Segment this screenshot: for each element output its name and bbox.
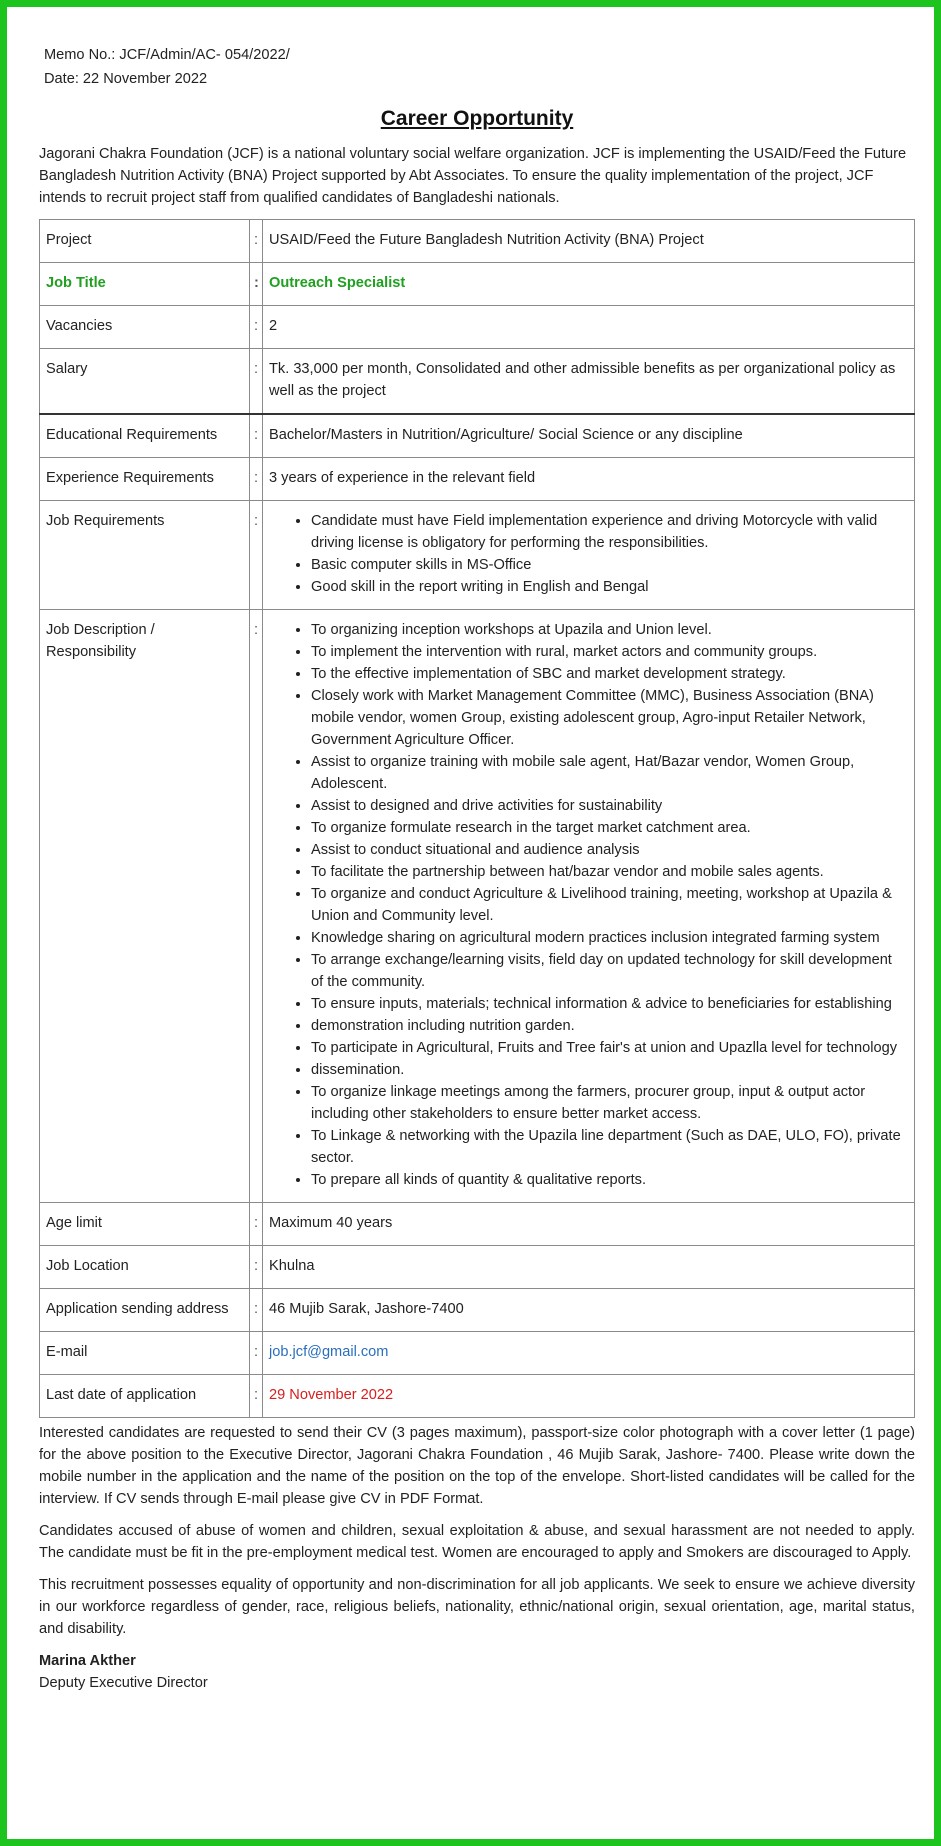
row-separator: : [250,610,263,1203]
row-value: Maximum 40 years [263,1203,915,1246]
row-separator: : [250,414,263,458]
row-value [263,501,915,610]
table-row-experience [40,458,915,501]
row-separator: : [250,501,263,610]
row-value: Khulna [263,1246,915,1289]
row-label: Age limit [40,1203,250,1246]
row-value: Tk. 33,000 per month, Consolidated and other admissible benefits as per organizational policy as well as the project [263,349,915,415]
job-title-value: Outreach Specialist [263,263,915,306]
row-label: Experience Requirements [40,458,250,501]
signatory-name: Marina Akther [39,1653,136,1669]
list-item: • To arrange exchange/learning visits, field day on updated technology for skill development of the community. [311,949,908,993]
table-row-vacancies [40,306,915,349]
row-label: Job Requirements [40,501,250,610]
row-label: E-mail [40,1332,250,1375]
table-row-job-requirements [40,501,915,610]
page-title: Career Opportunity [380,107,574,130]
table-row-job-description [40,610,915,1203]
row-label: Job Description / Responsibility [40,610,250,1203]
row-label: Educational Requirements [40,414,250,458]
row-separator: : [250,220,263,263]
table-row-salary [40,349,915,415]
row-label: Job Location [40,1246,250,1289]
row-separator: : [250,1375,263,1418]
row-separator: : [250,1332,263,1375]
list-item: • To ensure inputs, materials; technical information & advice to beneficiaries for establishing [311,993,908,1015]
row-value: 46 Mujib Sarak, Jashore-7400 [263,1289,915,1332]
row-label: Application sending address [40,1289,250,1332]
row-value: Bachelor/Masters in Nutrition/Agriculture/ Social Science or any discipline [263,414,915,458]
list-item: • To Linkage & networking with the Upazila line department (Such as DAE, ULO, FO), private sector. [311,1125,908,1169]
list-item: • Good skill in the report writing in English and Bengal [311,576,908,598]
job-details-table [39,219,915,1418]
list-item: • Knowledge sharing on agricultural modern practices inclusion integrated farming system [311,927,908,949]
equal-opportunity-note: This recruitment possesses equality of opportunity and non-discrimination for all job applicants. We seek to ensure we achieve diversity in our workforce regardless of gender, race, religious beliefs, nationality, ethnic/national origin, sexual orientation, age, marital status, and disability. [39,1577,915,1637]
row-label: Salary [40,349,250,415]
eligibility-note: Candidates accused of abuse of women and children, sexual exploitation & abuse, and sexual harassment are not needed to apply. The candidate must be fit in the pre-employment medical test. Women are encouraged to apply and Smokers are discouraged to Apply. [39,1523,915,1561]
intro-paragraph: Jagorani Chakra Foundation (JCF) is a national voluntary social welfare organization. JCF is implementing the USAID/Feed the Future Bangladesh Nutrition Activity (BNA) Project supported by Abt Associates. To ensure the quality implementation of the project, JCF intends to recruit project staff from qualified candidates of Bangladeshi nationals. [39,146,907,206]
circular-content [39,43,915,1694]
row-label: Vacancies [40,306,250,349]
row-separator: : [250,263,263,306]
row-value: 3 years of experience in the relevant field [263,458,915,501]
row-separator: : [250,349,263,415]
list-item: • To participate in Agricultural, Fruits and Tree fair's at union and Upazlla level for technology [311,1037,908,1059]
table-row-job-title [40,263,915,306]
row-separator: : [250,1246,263,1289]
memo-block [44,43,915,91]
list-item: • To the effective implementation of SBC and market development strategy. [311,663,908,685]
list-item: • Assist to designed and drive activities for sustainability [311,795,908,817]
list-item: • To prepare all kinds of quantity & qualitative reports. [311,1169,908,1191]
row-separator: : [250,306,263,349]
email-link[interactable]: job.jcf@gmail.com [269,1344,389,1360]
list-item: • To organize formulate research in the target market catchment area. [311,817,908,839]
row-label: Project [40,220,250,263]
deadline-value: 29 November 2022 [263,1375,915,1418]
row-value: USAID/Feed the Future Bangladesh Nutrition Activity (BNA) Project [263,220,915,263]
memo-date: Date: 22 November 2022 [44,71,208,87]
row-separator: : [250,458,263,501]
list-item: • To implement the intervention with rural, market actors and community groups. [311,641,908,663]
row-label: Last date of application [40,1375,250,1418]
application-instructions: Interested candidates are requested to send their CV (3 pages maximum), passport-size color photograph with a cover letter (1 page) for the above position to the Executive Director, Jagorani Chakra Foundation , 46 Mujib Sarak, Jashore- 7400. Please write down the mobile number in the application and the name of the position on the top of the envelope. Short-listed candidates will be called for the interview. If CV sends through E-mail please give CV in PDF Format. [39,1425,915,1507]
table-row-deadline [40,1375,915,1418]
memo-number: Memo No.: JCF/Admin/AC- 054/2022/ [44,47,290,63]
responsibility-list [269,619,908,1191]
list-item: • To organize linkage meetings among the farmers, procurer group, input & output actor including other stakeholders to ensure better market access. [311,1081,908,1125]
table-row-age-limit [40,1203,915,1246]
list-item: • demonstration including nutrition garden. [311,1015,908,1037]
table-row-email [40,1332,915,1375]
list-item: • Candidate must have Field implementation experience and driving Motorcycle with valid driving license is obligatory for performing the responsibilities. [311,510,908,554]
list-item: • To organize and conduct Agriculture & Livelihood training, meeting, workshop at Upazila & Union and Community level. [311,883,908,927]
list-item: • dissemination. [311,1059,908,1081]
list-item: • Assist to conduct situational and audience analysis [311,839,908,861]
row-value [263,610,915,1203]
row-separator: : [250,1289,263,1332]
list-item: • Closely work with Market Management Committee (MMC), Business Association (BNA) mobile vendor, women Group, existing adolescent group, Agro-input Retailer Network, Government Agriculture Officer. [311,685,908,751]
list-item: • To organizing inception workshops at Upazila and Union level. [311,619,908,641]
list-item: • To facilitate the partnership between hat/bazar vendor and mobile sales agents. [311,861,908,883]
table-row-location [40,1246,915,1289]
signatory-designation: Deputy Executive Director [39,1675,208,1691]
table-row-address [40,1289,915,1332]
row-separator: : [250,1203,263,1246]
row-value [263,1332,915,1375]
table-row-education [40,414,915,458]
row-value: 2 [263,306,915,349]
row-label: Job Title [40,263,250,306]
list-item: • Assist to organize training with mobile sale agent, Hat/Bazar vendor, Women Group, Adolescent. [311,751,908,795]
requirements-list [269,510,908,598]
list-item: • Basic computer skills in MS-Office [311,554,908,576]
table-row-project [40,220,915,263]
